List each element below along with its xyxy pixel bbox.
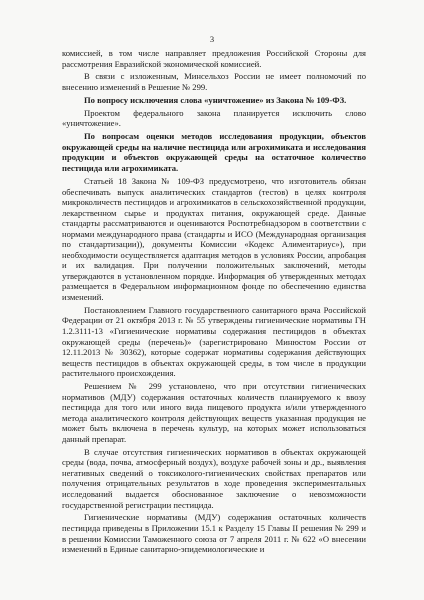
document-body	[62, 48, 366, 557]
paragraph-4: Проектом федерального закона планируется исключить слово «уничтожение».	[62, 107, 366, 129]
paragraph-1: комиссией, в том числе направляет предложения Российской Стороны для рассмотрения Евразийской экономической комиссией.	[62, 48, 366, 69]
paragraph-2: В связи с изложенным, Минсельхоз России не имеет полномочий по внесению изменений в Решение № 299.	[62, 71, 366, 93]
section-heading-methods: По вопросам оценки методов исследования продукции, объектов окружающей среды на наличие пестицида или агрохимиката и исследования продукции и объектов окружающей среды на остаточное количество пестицида или агрохимиката.	[62, 131, 366, 174]
page-number: 3	[209, 34, 215, 44]
paragraph-9: В случае отсутствия гигиенических нормативов в объектах окружающей среды (вода, почва, атмосферный воздух), воздухе рабочей зоны и др., выявления негативных сведений о токсиколого-гигиенических свойствах препаратов или получения отрицательных результатов в ходе проведения экспериментальных исследований выдается обоснованное заключение о невозможности государственной регистрации пестицида.	[62, 446, 366, 510]
paragraph-8: Решением № 299 установлено, что при отсутствии гигиенических нормативов (МДУ) содержания остаточных количеств планируемого к ввозу пестицида для того или иного вида пищевого продукта и/или утвержденного метода аналитического контроля действующих веществ указанная продукция не может быть включена в перечень культур, на которых может использоваться данный препарат.	[62, 381, 366, 444]
paragraph-6: Статьей 18 Закона № 109-ФЗ предусмотрено, что изготовитель обязан обеспечивать выпуск аналитических стандартов (тестов) в целях контроля микроколичеств пестицидов и агрохимикатов в сельскохозяйственной продукции, лекарственном сырье и продуктах питания, окружающей среде. Данные стандарты рассматриваются и оцениваются Роспотребнадзором в соответствии с нормами международного права (стандарты и ИСО (Международная организация по стандартизации)), документы Комиссии «Кодекс Алиментариус»), при необходимости осуществляется адаптация методов в условиях России, апробация и их валидация. При получении положительных заключений, методы утверждаются в установленном порядке. Информация об утвержденных методах размещается в Федеральном информационном фонде по обеспечению единства изменений.	[62, 175, 366, 302]
paragraph-10: Гигиенические нормативы (МДУ) содержания остаточных количеств пестицида приведены в Приложении 15.1 к Разделу 15 Главы II решения № 299 и в решении Комиссии Таможенного союза от 7 апреля 2011 г. № 622 «О внесении изменений в Единые санитарно-эпидемиологические и	[62, 512, 366, 555]
section-heading-destruction: По вопросу исключения слова «уничтожение» из Закона № 109-ФЗ.	[84, 94, 347, 105]
paragraph-7: Постановлением Главного государственного санитарного врача Российской Федерации от 21 октября 2013 г. № 55 утверждены гигиенические нормативы ГН 1.2.3111-13 «Гигиенические нормативы содержания пестицидов в объектах окружающей среды (перечень)» (зарегистрировано Минюстом России от 12.11.2013 № 30362), которые содержат нормативы содержания действующих веществ пестицидов в объектах окружающей среды, в том числе в продукции растительного происхождения.	[62, 304, 366, 379]
